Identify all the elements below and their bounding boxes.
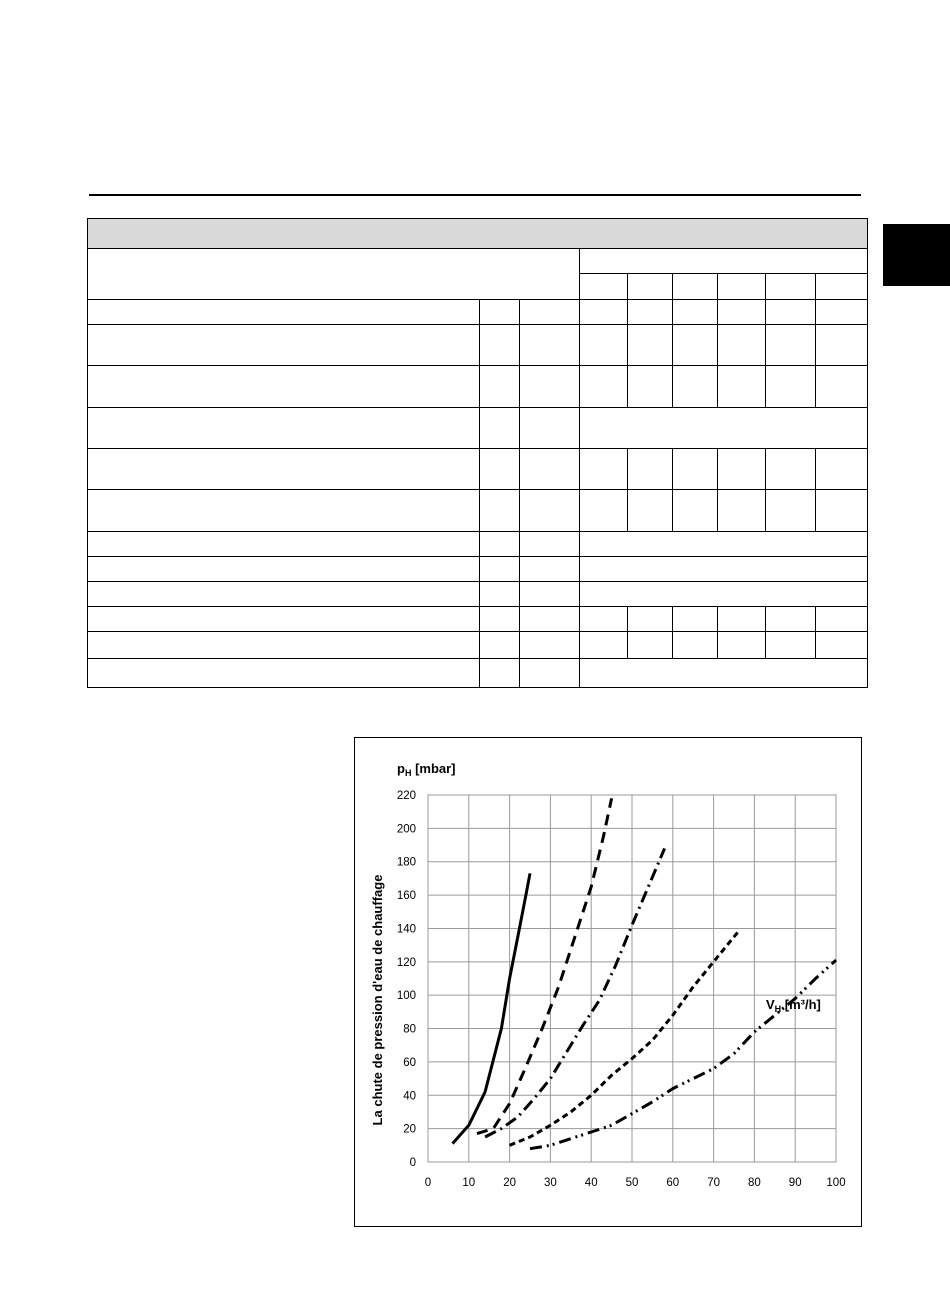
table-cell — [816, 366, 868, 407]
table-cell — [766, 607, 816, 632]
table-cell — [480, 299, 520, 324]
table-cell — [628, 324, 673, 365]
y-axis-title: La chute de pression d'eau de chauffage — [370, 874, 385, 1126]
table-cell — [480, 658, 520, 687]
table-cell — [88, 407, 480, 448]
table-cell — [766, 324, 816, 365]
table-cell — [88, 658, 480, 687]
table-cell — [766, 366, 816, 407]
table-row — [88, 299, 868, 324]
table-row — [88, 581, 868, 606]
table-cell — [88, 581, 480, 606]
table-cell — [520, 324, 580, 365]
table-cell — [88, 632, 480, 658]
table-row — [88, 658, 868, 687]
technical-data-table — [87, 218, 867, 688]
table-cell — [628, 448, 673, 489]
table-cell — [816, 274, 868, 299]
table-cell — [580, 274, 628, 299]
x-tick-label: 90 — [788, 1177, 802, 1189]
table-cell — [766, 448, 816, 489]
table-cell — [766, 299, 816, 324]
chart-canvas — [355, 738, 863, 1228]
y-tick-label: 20 — [403, 1123, 416, 1136]
table-row — [88, 448, 868, 489]
table-cell — [580, 366, 628, 407]
table-cell — [816, 490, 868, 531]
table-cell — [580, 531, 868, 556]
table-body — [88, 219, 868, 688]
y-tick-label: 120 — [396, 956, 416, 969]
table-cell — [816, 448, 868, 489]
x-tick-label: 50 — [625, 1177, 639, 1189]
table-cell — [580, 658, 868, 687]
table-cell — [88, 219, 868, 249]
table-cell — [766, 490, 816, 531]
y-tick-label: 40 — [403, 1090, 416, 1103]
table-cell — [718, 324, 766, 365]
table-cell — [88, 531, 480, 556]
table-cell — [480, 324, 520, 365]
table-cell — [628, 274, 673, 299]
table-cell — [88, 448, 480, 489]
table-cell — [580, 556, 868, 581]
y-tick-label: 100 — [396, 990, 416, 1003]
chapter-tab-marker — [883, 224, 950, 286]
table-cell — [673, 490, 718, 531]
y-tick-label: 0 — [409, 1157, 416, 1169]
table-cell — [628, 632, 673, 658]
table-cell — [480, 407, 520, 448]
table-cell — [673, 607, 718, 632]
table-cell — [88, 324, 480, 365]
table-row — [88, 531, 868, 556]
table-cell — [580, 249, 868, 274]
table-cell — [718, 607, 766, 632]
table-cell — [520, 531, 580, 556]
table-row — [88, 556, 868, 581]
y-tick-label: 140 — [396, 923, 416, 936]
table-cell — [88, 249, 580, 299]
table-cell — [580, 490, 628, 531]
table-cell — [580, 407, 868, 448]
table-cell — [718, 366, 766, 407]
y-tick-label: 160 — [396, 890, 416, 903]
table-cell — [673, 299, 718, 324]
table-row — [88, 366, 868, 407]
table-cell — [520, 556, 580, 581]
table-cell — [718, 490, 766, 531]
table-row — [88, 219, 868, 249]
table-cell — [580, 448, 628, 489]
table-row — [88, 249, 868, 274]
table-cell — [718, 448, 766, 489]
x-tick-label: 60 — [666, 1177, 680, 1189]
table-cell — [480, 556, 520, 581]
table-cell — [520, 607, 580, 632]
table-cell — [520, 299, 580, 324]
series-line-1 — [453, 873, 531, 1143]
table-cell — [718, 274, 766, 299]
x-tick-label: 10 — [462, 1177, 476, 1189]
table-cell — [628, 366, 673, 407]
y-tick-label: 220 — [396, 790, 416, 802]
pressure-drop-chart — [354, 737, 862, 1227]
table-cell — [628, 490, 673, 531]
table-cell — [580, 299, 628, 324]
y-tick-label: 200 — [396, 823, 416, 836]
table-cell — [718, 299, 766, 324]
table-cell — [816, 299, 868, 324]
table-cell — [628, 607, 673, 632]
x-tick-label: 100 — [826, 1177, 846, 1189]
table-cell — [480, 531, 520, 556]
table-cell — [480, 448, 520, 489]
y-tick-label: 60 — [403, 1056, 416, 1069]
x-tick-label: 80 — [748, 1177, 761, 1189]
table-cell — [520, 658, 580, 687]
table-cell — [88, 299, 480, 324]
table-cell — [88, 490, 480, 531]
table-cell — [580, 607, 628, 632]
grid-layer — [428, 795, 836, 1162]
table-cell — [520, 581, 580, 606]
table-cell — [480, 581, 520, 606]
table-cell — [580, 581, 868, 606]
table-row — [88, 490, 868, 531]
table-cell — [673, 324, 718, 365]
table-cell — [673, 274, 718, 299]
series-line-5 — [530, 960, 836, 1149]
table-cell — [520, 632, 580, 658]
series-line-3 — [485, 848, 664, 1137]
table-row — [88, 607, 868, 632]
table-cell — [480, 366, 520, 407]
y-tick-label: 80 — [403, 1023, 416, 1036]
series-line-4 — [510, 932, 738, 1146]
table-row — [88, 632, 868, 658]
table-cell — [88, 607, 480, 632]
table-cell — [673, 632, 718, 658]
x-tick-label: 30 — [544, 1177, 557, 1189]
table-cell — [480, 632, 520, 658]
table-row — [88, 324, 868, 365]
header-rule — [89, 194, 861, 196]
table-cell — [673, 366, 718, 407]
table-cell — [480, 607, 520, 632]
x-unit-label: $V_H$ [m³/h] — [766, 997, 821, 1014]
x-tick-label: 0 — [424, 1177, 432, 1189]
table-cell — [520, 448, 580, 489]
table-cell — [766, 632, 816, 658]
table-cell — [816, 632, 868, 658]
table-cell — [816, 324, 868, 365]
y-tick-label: 180 — [396, 856, 416, 869]
table-cell — [520, 407, 580, 448]
table-cell — [628, 299, 673, 324]
table-cell — [580, 324, 628, 365]
table-cell — [766, 274, 816, 299]
table-cell — [816, 607, 868, 632]
table-cell — [580, 632, 628, 658]
table-cell — [88, 366, 480, 407]
table-cell — [673, 448, 718, 489]
x-tick-label: 20 — [503, 1177, 516, 1189]
table-cell — [88, 556, 480, 581]
x-tick-label: 40 — [584, 1177, 598, 1189]
table-cell — [480, 490, 520, 531]
table-cell — [520, 366, 580, 407]
table-cell — [520, 490, 580, 531]
table-row — [88, 407, 868, 448]
table-cell — [718, 632, 766, 658]
y-unit-label: $p_H$ [mbar] — [397, 761, 456, 778]
x-tick-label: 70 — [707, 1177, 720, 1189]
